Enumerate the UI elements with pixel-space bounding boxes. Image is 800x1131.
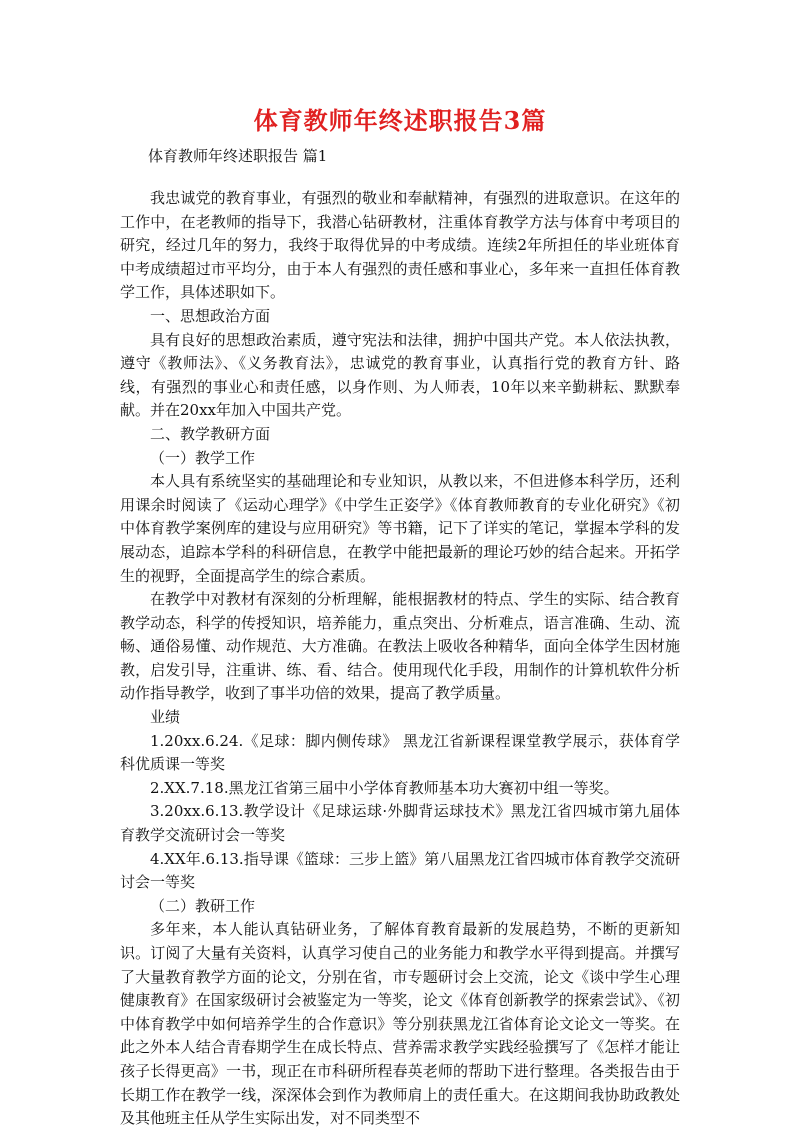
paragraph-political: 具有良好的思想政治素质，遵守宪法和法律，拥护中国共产党。本人依法执教，遵守《教师法》、《义务教育法》，忠诚党的教育事业，认真指行党的教育方针、路线，有强烈的事业心和责任感，以身作则、为人师表，10年以来辛勤耕耘、默默奉献。并在20xx年加入中国共产党。 xyxy=(120,330,680,420)
paragraph-teaching-knowledge: 本人具有系统坚实的基础理论和专业知识，从教以来，不但进修本科学历，还利用课余时阅读了《运动心理学》《中学生正姿学》《体育教师教育的专业化研究》《初中体育教学案例库的建设与应用研究》等书籍，记下了详实的笔记，掌握本学科的发展动态，追踪本学科的科研信息，在教学中能把最新的理论巧妙的结合起来。开拓学生的视野，全面提高学生的综合素质。 xyxy=(120,472,680,585)
document-body xyxy=(120,187,680,1131)
section-heading-political: 一、思想政治方面 xyxy=(150,306,271,325)
achievement-item: 2.XX.7.18.黑龙江省第三届中小学体育教师基本功大赛初中组一等奖。 xyxy=(150,778,619,797)
achievement-item: 1.20xx.6.24.《足球：脚内侧传球》 黑龙江省新课程课堂教学展示，获体育学科优质课一等奖 xyxy=(120,731,680,774)
section-heading-teaching-research: 二、教学教研方面 xyxy=(150,424,271,443)
document-subtitle: 体育教师年终述职报告 篇1 xyxy=(148,147,328,165)
paragraph-teaching-methods: 在教学中对教材有深刻的分析理解，能根据教材的特点、学生的实际、结合教育教学动态，科学的传授知识，培养能力，重点突出、分析难点，语言准确、生动、流畅、通俗易懂、动作规范、大方准确。在教法上吸收各种精华，面向全体学生因材施教，启发引导，注重讲、练、看、结合。使用现代化手段，用制作的计算机软件分析动作指导教学，收到了事半功倍的效果，提高了教学质量。 xyxy=(120,590,680,703)
document-page xyxy=(120,0,680,1131)
subsection-heading-teaching: （一）教学工作 xyxy=(150,448,256,467)
subsection-heading-research: （二）教研工作 xyxy=(150,896,256,915)
achievement-item: 3.20xx.6.13.教学设计《足球运球·外脚背运球技术》黑龙江省四城市第九届体育教学交流研讨会一等奖 xyxy=(120,802,680,845)
achievement-item: 4.XX年.6.13.指导课《篮球：三步上篮》第八届黑龙江省四城市体育教学交流研讨会一等奖 xyxy=(120,849,680,892)
achievements-heading: 业绩 xyxy=(150,708,181,727)
paragraph-intro: 我忠诚党的教育事业，有强烈的敬业和奉献精神，有强烈的进取意识。在这年的工作中，在老教师的指导下，我潜心钻研教材，注重体育教学方法与体育中考项目的研究，经过几年的努力，我终于取得优异的中考成绩。连续2年所担任的毕业班体育中考成绩超过市平均分，由于本人有强烈的责任感和事业心，多年来一直担任体育教学工作，具体述职如下。 xyxy=(120,189,680,302)
document-title: 体育教师年终述职报告3篇 xyxy=(253,106,547,135)
paragraph-research: 多年来，本人能认真钻研业务，了解体育教育最新的发展趋势，不断的更新知识。订阅了大量有关资料，认真学习使自己的业务能力和教学水平得到提高。并撰写了大量教育教学方面的论文，分别在省，市专题研讨会上交流，论文《谈中学生心理健康教育》在国家级研讨会被鉴定为一等奖，论文《体育创新教学的探索尝试》、《初中体育教学中如何培养学生的合作意识》等分别获黑龙江省体育论文论文一等奖。在此之外本人结合青春期学生在成长特点、营养需求教学实践经验撰写了《怎样才能让孩子长得更高》一书，现正在市科研所程春英老师的帮助下进行整理。各类报告由于长期工作在教学一线，深深体会到作为教师肩上的责任重大。在这期间我协助政教处及其他班主任从学生实际出发，对不同类型不 xyxy=(120,920,680,1128)
